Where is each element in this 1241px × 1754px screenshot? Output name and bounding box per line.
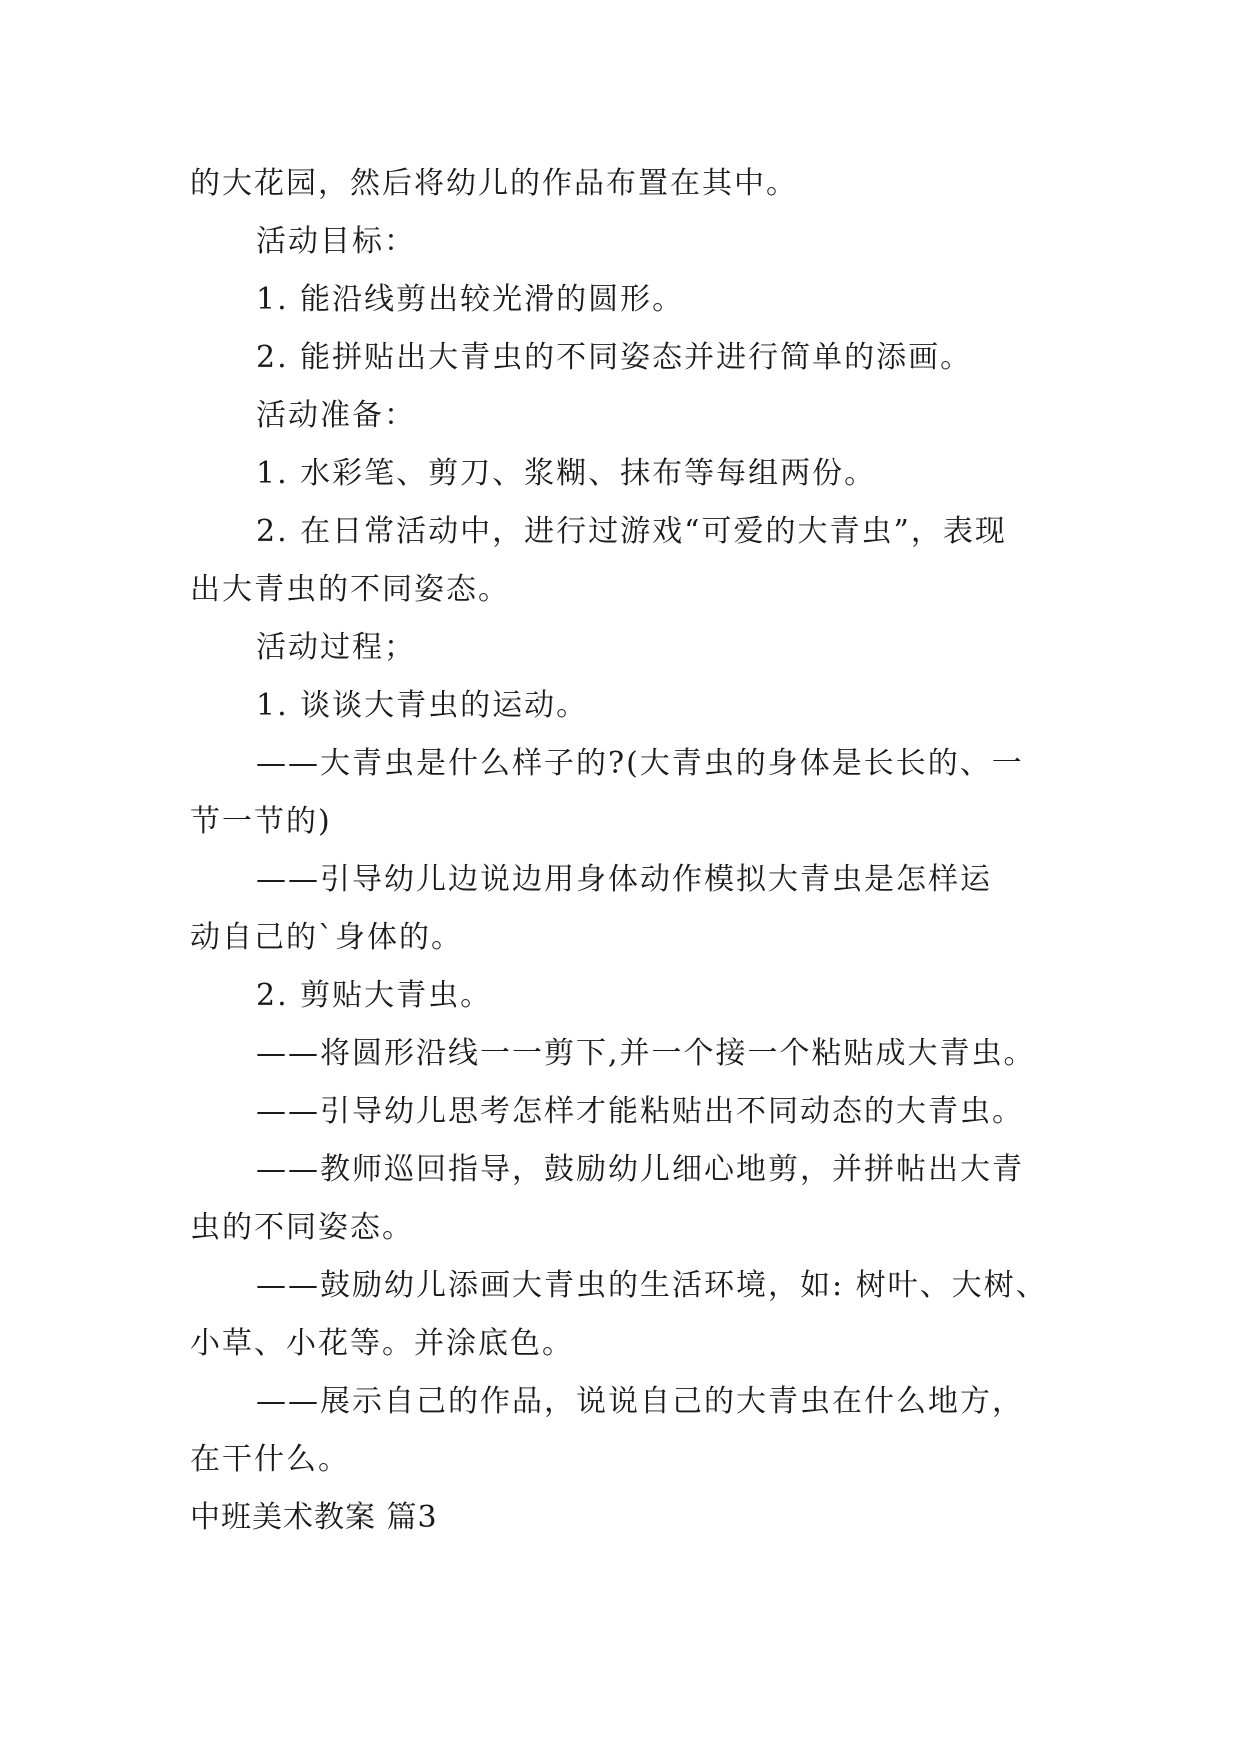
process-step-1: 1. 谈谈大青虫的运动。 [256,688,589,723]
heading-activity-goals: 活动目标： [256,224,416,259]
process-bullet-5: ——教师巡回指导，鼓励幼儿细心地剪，并拼帖出大青 [256,1152,1024,1187]
process-bullet-1: ——大青虫是什么样子的?(大青虫的身体是长长的、一 [256,746,1024,781]
section-heading: 中班美术教案 篇3 [190,1500,438,1535]
process-bullet-7: ——展示自己的作品，说说自己的大青虫在什么地方， [256,1384,1024,1419]
process-bullet-7-cont: 在干什么。 [190,1442,350,1477]
goal-item-2: 2. 能拼贴出大青虫的不同姿态并进行简单的添画。 [256,340,973,375]
goal-item-1: 1. 能沿线剪出较光滑的圆形。 [256,282,685,317]
heading-activity-preparation: 活动准备： [256,398,416,433]
preparation-item-2-cont: 出大青虫的不同姿态。 [190,572,510,607]
text-line-1: 的大花园，然后将幼儿的作品布置在其中。 [190,166,798,201]
process-bullet-5-cont: 虫的不同姿态。 [190,1210,414,1245]
process-bullet-6: ——鼓励幼儿添画大青虫的生活环境，如: 树叶、大树、 [256,1268,1048,1303]
process-bullet-6-cont: 小草、小花等。并涂底色。 [190,1326,574,1361]
process-bullet-2: ——引导幼儿边说边用身体动作模拟大青虫是怎样运 [256,862,992,897]
preparation-item-1: 1. 水彩笔、剪刀、浆糊、抹布等每组两份。 [256,456,877,491]
process-bullet-3: ——将圆形沿线一一剪下,并一个接一个粘贴成大青虫。 [256,1036,1036,1071]
preparation-item-2: 2. 在日常活动中，进行过游戏“可爱的大青虫”，表现 [256,514,1007,549]
process-bullet-2-cont: 动自己的`身体的。 [190,920,463,955]
process-bullet-4: ——引导幼儿思考怎样才能粘贴出不同动态的大青虫。 [256,1094,1024,1129]
process-bullet-1-cont: 节一节的) [190,804,332,839]
process-step-2: 2. 剪贴大青虫。 [256,978,493,1013]
heading-activity-process: 活动过程； [256,630,416,665]
